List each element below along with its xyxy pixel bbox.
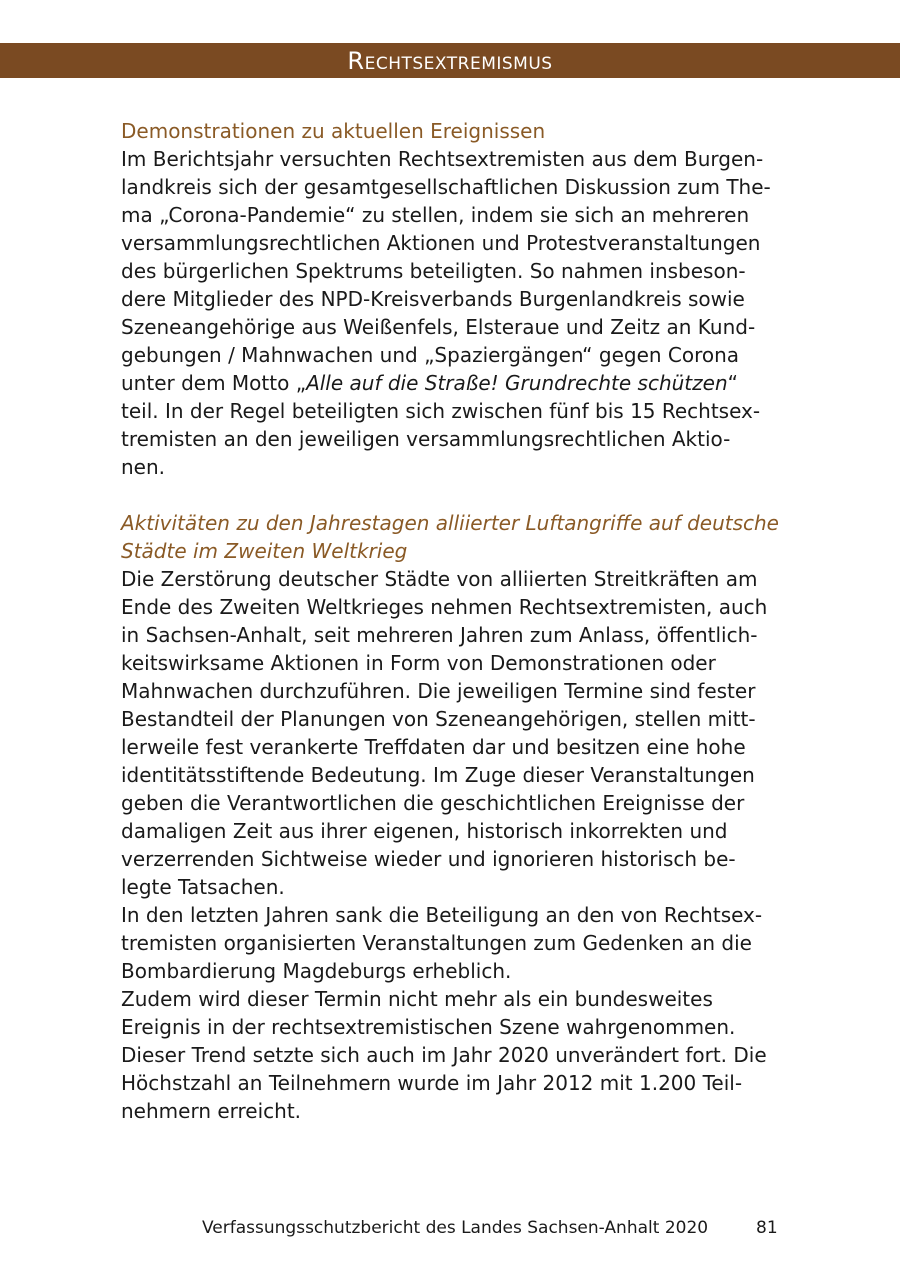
text-line: lerweile fest verankerte Treffdaten dar und besitzen eine hohe (121, 735, 746, 759)
section-paragraph-demonstrations (121, 145, 781, 481)
text-line: identitätsstiftende Bedeutung. Im Zuge dieser Veranstaltungen (121, 763, 755, 787)
text-line: ma „Corona-Pandemie“ zu stellen, indem sie sich an mehreren (121, 203, 750, 227)
text-line: Die Zerstörung deutscher Städte von alliierten Streitkräften am (121, 567, 758, 591)
text-line: Höchstzahl an Teilnehmern wurde im Jahr 2012 mit 1.200 Teil- (121, 1071, 743, 1095)
section-heading-demonstrations: Demonstrationen zu aktuellen Ereignissen (121, 119, 546, 143)
text-line: damaligen Zeit aus ihrer eigenen, historisch inkorrekten und (121, 819, 728, 843)
heading-line: Städte im Zweiten Weltkrieg (121, 539, 408, 563)
text-line-motto (121, 369, 781, 397)
text-line: Mahnwachen durchzuführen. Die jeweiligen Termine sind fester (121, 679, 756, 703)
section-paragraph-air-raids (121, 565, 781, 1125)
text-line: Ende des Zweiten Weltkrieges nehmen Rechtsextremisten, auch (121, 595, 768, 619)
text-line: versammlungsrechtlichen Aktionen und Protestveranstaltungen (121, 231, 761, 255)
section-heading-air-raids (121, 509, 781, 565)
page-content (121, 117, 781, 1125)
text-line: des bürgerlichen Spektrums beteiligten. So nahmen insbeson- (121, 259, 746, 283)
text-line: dere Mitglieder des NPD-Kreisverbands Burgenlandkreis sowie (121, 287, 745, 311)
text-line: keitswirksame Aktionen in Form von Demonstrationen oder (121, 651, 716, 675)
text-line: Ereignis in der rechtsextremistischen Szene wahrgenommen. (121, 1015, 736, 1039)
text-line: Dieser Trend setzte sich auch im Jahr 2020 unverändert fort. Die (121, 1043, 767, 1067)
text-line: gebungen / Mahnwachen und „Spaziergängen“ gegen Corona (121, 343, 740, 367)
text-line: tremisten organisierten Veranstaltungen zum Gedenken an die (121, 931, 752, 955)
text-line: verzerrenden Sichtweise wieder und ignorieren historisch be- (121, 847, 736, 871)
text-line: In den letzten Jahren sank die Beteiligung an den von Rechtsex- (121, 903, 763, 927)
motto-suffix: “ (727, 371, 738, 395)
text-line: Bestandteil der Planungen von Szeneangehörigen, stellen mitt- (121, 707, 756, 731)
heading-line: Aktivitäten zu den Jahrestagen alliierter Luftangriffe auf deutsche (121, 511, 779, 535)
text-line: nen. (121, 455, 166, 479)
text-line: Im Berichtsjahr versuchten Rechtsextremisten aus dem Burgen- (121, 147, 764, 171)
page-number: 81 (756, 1218, 778, 1238)
text-line: landkreis sich der gesamtgesellschaftlichen Diskussion zum The- (121, 175, 771, 199)
text-line: Szeneangehörige aus Weißenfels, Elsteraue und Zeitz an Kund- (121, 315, 756, 339)
text-line: geben die Verantwortlichen die geschichtlichen Ereignisse der (121, 791, 745, 815)
text-line: legte Tatsachen. (121, 875, 285, 899)
footer-publication-title: Verfassungsschutzbericht des Landes Sachsen-Anhalt 2020 (202, 1218, 709, 1238)
text-line: teil. In der Regel beteiligten sich zwischen fünf bis 15 Rechtsex- (121, 399, 761, 423)
motto-text: Alle auf die Straße! Grundrechte schützen (306, 371, 728, 395)
text-line: Zudem wird dieser Termin nicht mehr als ein bundesweites (121, 987, 713, 1011)
text-line: tremisten an den jeweiligen versammlungsrechtlichen Aktio- (121, 427, 731, 451)
header-band (0, 43, 900, 78)
chapter-title: Rechtsextremismus (347, 47, 553, 75)
section-gap (121, 481, 781, 509)
motto-prefix: unter dem Motto „ (121, 371, 307, 395)
text-line: in Sachsen-Anhalt, seit mehreren Jahren zum Anlass, öffentlich- (121, 623, 758, 647)
text-line: nehmern erreicht. (121, 1099, 302, 1123)
text-line: Bombardierung Magdeburgs erheblich. (121, 959, 512, 983)
